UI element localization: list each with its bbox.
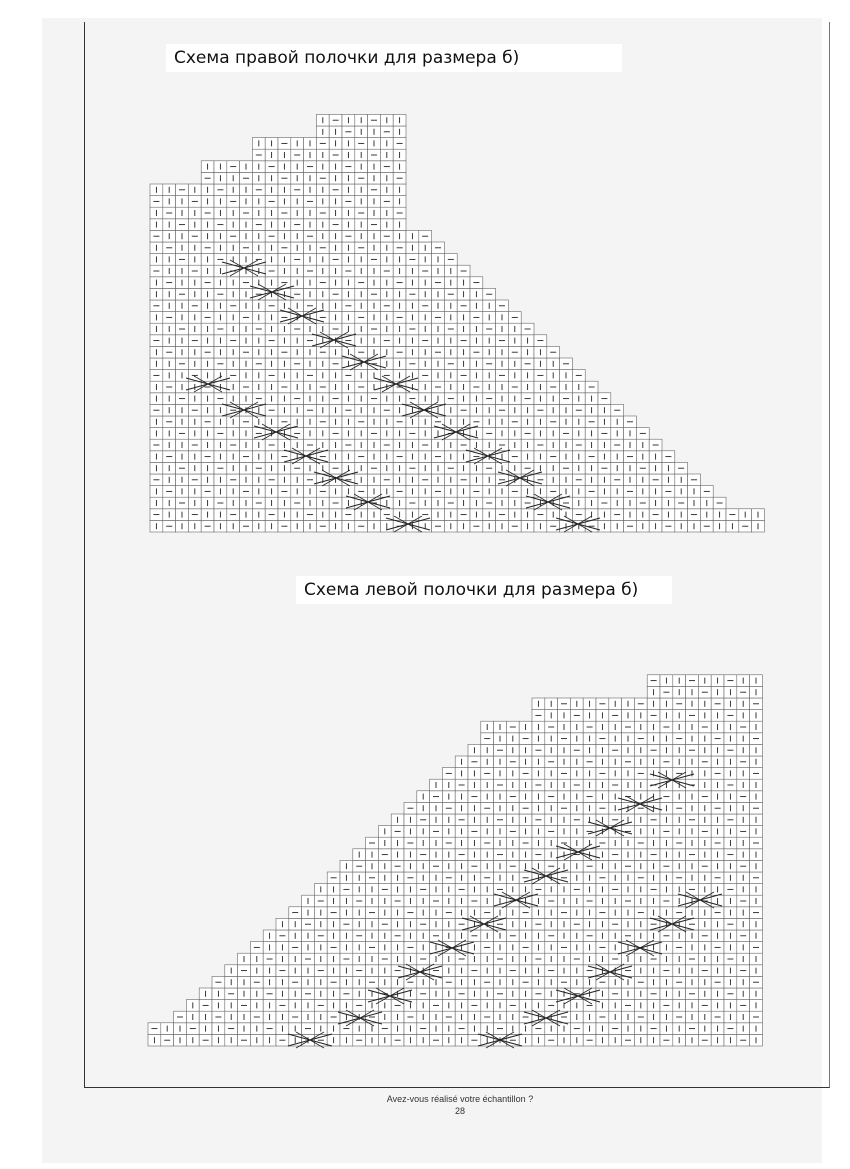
chart-right-title: Схема правой полочки для размера б) xyxy=(166,44,622,72)
page-number: 28 xyxy=(454,1106,465,1116)
right-front-chart xyxy=(150,114,764,532)
left-front-chart xyxy=(148,675,762,1048)
footer-note: Avez-vous réalisé votre échantillon ? xyxy=(386,1094,534,1104)
chart-left-title: Схема левой полочки для размера б) xyxy=(296,576,672,604)
